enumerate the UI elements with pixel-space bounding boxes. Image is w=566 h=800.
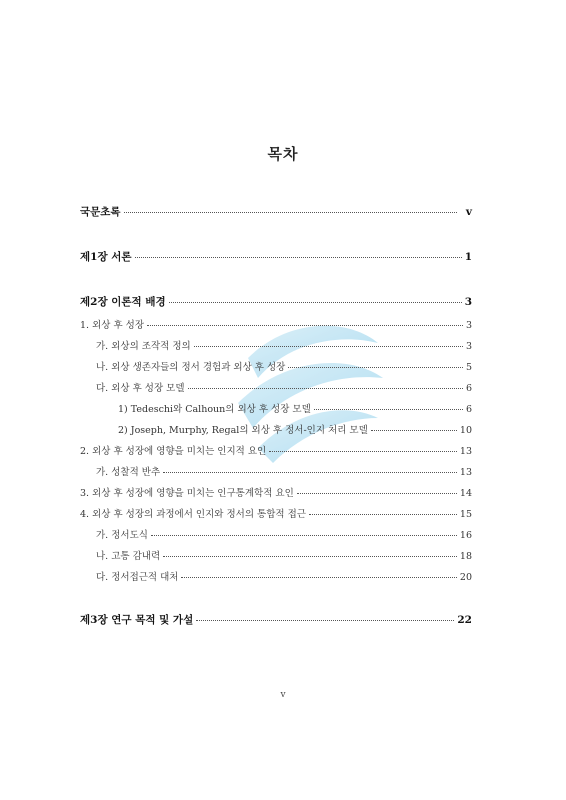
toc-entry-page: v bbox=[465, 206, 472, 218]
toc-entry-label: 4. 외상 후 성장의 과정에서 인지와 정서의 통합적 접근 bbox=[80, 509, 306, 520]
toc-entry-page: 20 bbox=[459, 572, 472, 583]
toc-entry[interactable] bbox=[80, 294, 472, 309]
leader-dots bbox=[147, 325, 463, 326]
toc-entry-label: 다. 정서접근적 대처 bbox=[96, 572, 179, 583]
toc-entry-page: 16 bbox=[459, 530, 472, 541]
toc-entry-label: 제2장 이론적 배경 bbox=[80, 296, 166, 308]
toc-entry[interactable] bbox=[96, 569, 472, 583]
toc-entry-label: 제3장 연구 목적 및 가설 bbox=[80, 614, 194, 626]
toc-entry-label: 다. 외상 후 성장 모델 bbox=[96, 383, 185, 394]
leader-dots bbox=[188, 388, 463, 389]
toc-entry-page: 6 bbox=[465, 383, 472, 394]
toc-entry-label: 3. 외상 후 성장에 영향을 미치는 인구통계학적 요인 bbox=[80, 488, 294, 499]
toc-entry[interactable] bbox=[96, 527, 472, 541]
toc-entry-page: 14 bbox=[459, 488, 472, 499]
leader-dots bbox=[194, 346, 463, 347]
toc-entry-page: 3 bbox=[465, 341, 472, 352]
toc-entry-label: 국문초록 bbox=[80, 206, 121, 218]
toc-entry-label: 1) Tedeschi와 Calhoun의 외상 후 성장 모델 bbox=[118, 404, 311, 415]
toc-entry-page: 3 bbox=[464, 296, 472, 308]
toc-entry[interactable] bbox=[80, 612, 472, 627]
toc-entry[interactable] bbox=[96, 380, 472, 394]
leader-dots bbox=[297, 493, 457, 494]
toc-entry[interactable] bbox=[80, 317, 472, 331]
toc-entry-page: 13 bbox=[459, 467, 472, 478]
toc-entry[interactable] bbox=[80, 443, 472, 457]
toc-entry[interactable] bbox=[96, 338, 472, 352]
toc-entry[interactable] bbox=[118, 422, 472, 436]
toc-entry[interactable] bbox=[118, 401, 472, 415]
leader-dots bbox=[269, 451, 457, 452]
leader-dots bbox=[371, 430, 457, 431]
page-number: v bbox=[280, 690, 286, 700]
toc-entry-label: 제1장 서론 bbox=[80, 251, 132, 263]
leader-dots bbox=[124, 212, 457, 213]
toc-entry-label: 2. 외상 후 성장에 영향을 미치는 인지적 요인 bbox=[80, 446, 267, 457]
toc-title: 목차 bbox=[267, 145, 299, 163]
leader-dots bbox=[314, 409, 463, 410]
toc-entry[interactable] bbox=[96, 464, 472, 478]
toc-entry-page: 18 bbox=[459, 551, 472, 562]
toc-entry[interactable] bbox=[96, 548, 472, 562]
leader-dots bbox=[181, 577, 456, 578]
leader-dots bbox=[196, 620, 454, 621]
toc-entry-label: 2) Joseph, Murphy, Regal의 외상 후 정서-인지 처리 모델 bbox=[118, 425, 368, 436]
toc-entry-page: 1 bbox=[464, 251, 472, 263]
toc-entry-label: 1. 외상 후 성장 bbox=[80, 320, 145, 331]
toc-entry-page: 22 bbox=[457, 614, 472, 626]
toc-entry-page: 15 bbox=[459, 509, 472, 520]
toc-entry[interactable] bbox=[80, 249, 472, 264]
toc-entry-label: 가. 정서도식 bbox=[96, 530, 148, 541]
leader-dots bbox=[151, 535, 457, 536]
toc-entry-label: 나. 고통 감내력 bbox=[96, 551, 161, 562]
toc-entry-label: 가. 성찰적 반추 bbox=[96, 467, 161, 478]
leader-dots bbox=[163, 472, 457, 473]
toc-entry[interactable] bbox=[80, 204, 472, 219]
leader-dots bbox=[288, 367, 463, 368]
leader-dots bbox=[309, 514, 457, 515]
toc-entry-label: 가. 외상의 조작적 정의 bbox=[96, 341, 191, 352]
leader-dots bbox=[135, 257, 462, 258]
toc-entry-page: 3 bbox=[465, 320, 472, 331]
toc-entry-label: 나. 외상 생존자들의 정서 경험과 외상 후 성장 bbox=[96, 362, 286, 373]
toc-entry-page: 6 bbox=[465, 404, 472, 415]
toc-entry-page: 13 bbox=[459, 446, 472, 457]
toc-entry[interactable] bbox=[80, 485, 472, 499]
leader-dots bbox=[169, 302, 462, 303]
toc-entry[interactable] bbox=[80, 506, 472, 520]
toc-entry[interactable] bbox=[96, 359, 472, 373]
leader-dots bbox=[163, 556, 457, 557]
toc-entry-page: 10 bbox=[459, 425, 472, 436]
toc-entry-page: 5 bbox=[465, 362, 472, 373]
